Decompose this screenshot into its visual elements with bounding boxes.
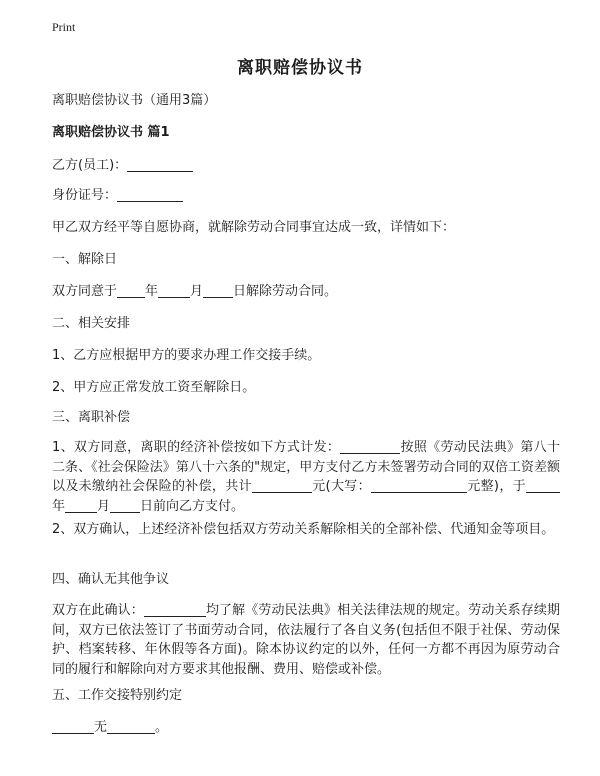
amount-blank [252, 479, 312, 493]
document-title: 离职赔偿协议书 [237, 58, 363, 78]
month-blank [158, 284, 190, 298]
s3-part3: 元(大写： [311, 479, 371, 494]
s5-suffix: 。 [155, 720, 169, 735]
s3-part5: 年 [52, 498, 66, 514]
pay-month-blank [65, 499, 97, 513]
article-heading: 离职赔偿协议书 篇1 [52, 125, 170, 140]
document-subtitle: 离职赔偿协议书（通用3篇） [52, 93, 217, 108]
s3-part7: 日前向乙方支付。 [140, 498, 245, 514]
s5-middle: 无 [94, 720, 108, 735]
section-4-text [52, 601, 560, 679]
amount-words-blank [371, 479, 467, 493]
s3-part1: 1、双方同意，离职的经济补偿按如下方式计发： [52, 440, 341, 455]
print-link[interactable]: Print [52, 20, 76, 34]
section-2-heading: 二、相关安排 [52, 316, 131, 331]
section-2-item-2: 2、甲方应正常发放工资至解除日。 [52, 380, 256, 395]
handover-blank-1 [52, 720, 94, 734]
s1-prefix: 双方同意于 [52, 284, 118, 299]
id-blank [117, 188, 183, 202]
confirm-blank [144, 603, 206, 617]
s1-suffix: 日解除劳动合同。 [233, 284, 338, 299]
s4-part2: 均了解《劳动民法典》相关法律法规的规定。劳动关系存续期间，双方已依法签订了书面劳动合同，依法履行了各自义务(包括但不限于社保、劳动保护、档案转移、年休假等各方面)。除本协议约定的以外，任何一方都不再因为原劳动合同的履行和解除向对方要求其他报酬、费用、赔偿或补偿。 [52, 603, 560, 677]
section-1-heading: 一、解除日 [52, 252, 118, 267]
day-blank [203, 284, 233, 298]
section-2-item-1: 1、乙方应根据甲方的要求办理工作交接手续。 [52, 348, 321, 363]
s1-month: 月 [190, 284, 204, 299]
id-label: 身份证号： [52, 188, 118, 203]
section-3-item-2: 2、双方确认，上述经济补偿包括双方劳动关系解除相关的全部补偿、代通知金等项目。 [52, 522, 555, 537]
section-5-text [52, 718, 560, 738]
year-blank [117, 284, 145, 298]
intro-text: 甲乙双方经平等自愿协商，就解除劳动合同事宜达成一致，详情如下： [52, 220, 456, 235]
s3-part2: 按照《劳动民法典》第八十二条、《社会保险法》第八十六条的"规定，甲方支付乙方未签署劳动合同的双倍工资差额以及未缴纳社会保险的补偿，共计 [52, 440, 560, 494]
section-3-heading: 三、离职补偿 [52, 410, 131, 425]
party-b-blank [127, 158, 193, 172]
s1-year: 年 [145, 284, 159, 299]
pay-day-blank [110, 499, 140, 513]
method-blank [340, 440, 400, 454]
section-4-heading: 四、确认无其他争议 [52, 572, 170, 587]
s3-part6: 月 [97, 498, 111, 514]
section-3-item-1 [52, 438, 560, 516]
pay-year-blank [526, 479, 560, 493]
section-5-heading: 五、工作交接特别约定 [52, 688, 183, 703]
id-field [52, 186, 560, 206]
handover-blank-2 [107, 720, 155, 734]
party-b-field [52, 156, 560, 176]
party-b-label: 乙方(员工)： [52, 158, 128, 173]
section-1-text [52, 282, 560, 302]
s3-part4: 元整)，于 [466, 479, 526, 494]
s4-part1: 双方在此确认： [52, 603, 144, 618]
